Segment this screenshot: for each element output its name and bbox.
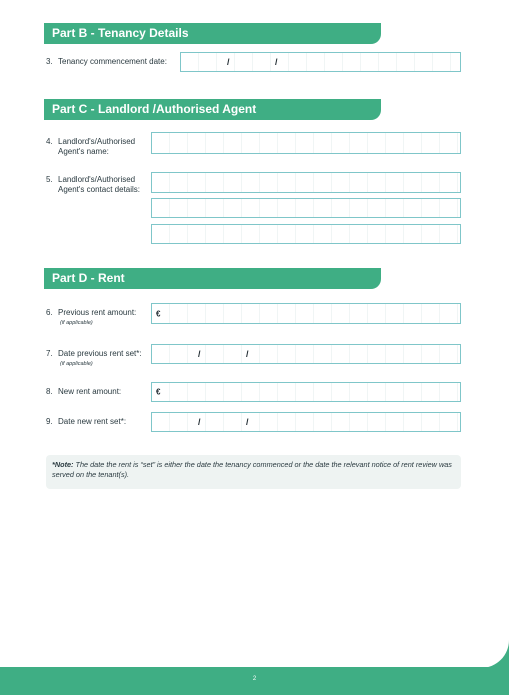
part-b-heading: Part B - Tenancy Details	[44, 23, 381, 44]
previous-rent-amount-field[interactable]	[151, 303, 461, 324]
tenancy-commencement-date-field[interactable]	[180, 52, 461, 72]
question-7-number: 7.	[46, 349, 53, 358]
date-separator: /	[198, 349, 201, 359]
question-6-label: Previous rent amount:	[58, 308, 137, 317]
page-number: 2	[252, 676, 257, 682]
question-8-label: New rent amount:	[58, 387, 122, 396]
landlord-contact-field-2[interactable]	[151, 198, 461, 218]
question-4-label-line2: Agent's name:	[58, 147, 109, 156]
note-text: The date the rent is “set” is either the date the tenancy commenced or the date the relevant notice of rent review was served on the tenant(s).	[52, 460, 452, 479]
euro-icon: €	[156, 309, 161, 318]
euro-icon: €	[156, 387, 161, 397]
question-5-number: 5.	[46, 175, 53, 184]
question-3-label: Tenancy commencement date:	[58, 57, 167, 66]
date-new-rent-set-field[interactable]	[151, 412, 461, 432]
new-rent-amount-field[interactable]	[151, 382, 461, 402]
date-separator: /	[227, 57, 230, 67]
question-3-number: 3.	[46, 57, 53, 66]
date-previous-rent-set-field[interactable]	[151, 344, 461, 364]
question-7-label: Date previous rent set*:	[58, 349, 142, 358]
date-separator: /	[246, 417, 249, 427]
question-7-subnote: (if applicable)	[60, 361, 93, 367]
landlord-contact-field-3[interactable]	[151, 224, 461, 244]
landlord-contact-field-1[interactable]	[151, 172, 461, 193]
date-separator: /	[198, 417, 201, 427]
footer-curve	[481, 640, 509, 668]
question-6-subnote: (if applicable)	[60, 320, 93, 326]
question-5-label-line2: Agent's contact details:	[58, 185, 141, 194]
question-9-number: 9.	[46, 417, 53, 426]
note-label: *Note:	[52, 460, 74, 469]
landlord-name-field[interactable]	[151, 132, 461, 154]
question-8-number: 8.	[46, 387, 53, 396]
date-separator: /	[246, 349, 249, 359]
question-5-label-line1: Landlord's/Authorised	[58, 175, 136, 184]
question-9-label: Date new rent set*:	[58, 417, 127, 426]
question-4-label-line1: Landlord's/Authorised	[58, 137, 136, 146]
question-4-number: 4.	[46, 137, 53, 146]
part-d-heading: Part D - Rent	[44, 268, 381, 289]
rent-set-note	[46, 455, 461, 489]
question-6-number: 6.	[46, 308, 53, 317]
part-c-heading: Part C - Landlord /Authorised Agent	[44, 99, 381, 120]
date-separator: /	[275, 57, 278, 67]
